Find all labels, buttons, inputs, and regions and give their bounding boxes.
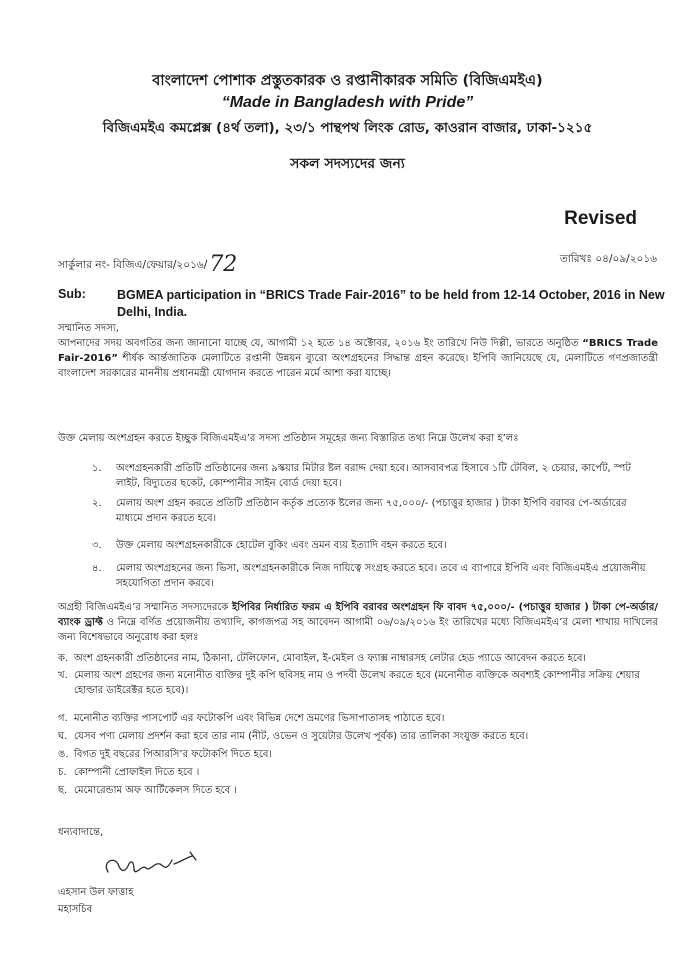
closing-thanks: ধন্যবাদান্তে, xyxy=(58,827,104,838)
requirement-number: চ. xyxy=(58,767,67,778)
requirement-text: কোম্পানী প্রোফাইল দিতে হবে । xyxy=(74,767,200,778)
salutation: সম্মানিত সদস্য, xyxy=(58,323,119,334)
application-text-1: অগ্রহী বিজিএমইএ’র সম্মানিত সদস্যদেরকে xyxy=(58,602,233,613)
circular-number xyxy=(58,252,237,277)
audience-heading: সকল সদস্যদের জন্য xyxy=(290,156,405,172)
handwritten-circular-number: 72 xyxy=(209,252,238,277)
requirement-number: ঙ. xyxy=(58,749,69,760)
detail-item-number: ২. xyxy=(92,498,102,509)
circular-date: তারিখঃ ০৪/০৯/২০১৬ xyxy=(559,253,657,265)
circular-number-label: সার্কুলার নং- বিজিএ/ফেয়ার/২০১৬/ xyxy=(58,259,208,271)
requirement-text: মনোনীত ব্যক্তির পাসপোর্ট এর ফটোকপি এবং বিভিন্ন দেশে ভ্রমণের ভিসাপাতাসহ পাঠাতে হবে। xyxy=(74,713,445,724)
requirement-number: ঘ. xyxy=(58,731,68,742)
subject-label: Sub: xyxy=(58,287,86,301)
detail-item-number: ৪. xyxy=(92,563,102,574)
requirement-number: গ. xyxy=(58,713,68,724)
detail-item-text: মেলায় অংশগ্রহনের জন্য ভিসা, অংশগ্রহনকারীকে নিজ দায়িত্বে সংগ্রহ করতে হবে। তবে এ ব্যাপারে ইপিবি এবং বিজিএমইএ প্রয়োজনীয় সহযোগিতা প্রদান করবে। xyxy=(116,563,646,589)
signer-name: এহসান উল ফাত্তাহ xyxy=(58,887,134,898)
signer-title: মহাসচিব xyxy=(58,904,93,915)
revised-label: Revised xyxy=(564,208,637,229)
organization-name: বাংলাদেশ পোশাক প্রস্তুতকারক ও রপ্তানীকারক সমিতি (বিজিএমইএ) xyxy=(152,73,543,89)
requirement-text: বিগত দুই বছরের পিআরসি’র ফটোকপি দিতে হবে। xyxy=(74,749,272,760)
requirement-text: যেসব পণ্য মেলায় প্রদর্শন করা হবে তার নাম (নীট, ওভেন ও সুয়েটার উলেখ পূর্বক) তার তালিকা সংযুক্ত করতে হবে। xyxy=(74,731,529,742)
application-paragraph xyxy=(58,600,658,645)
subject-text: BGMEA participation in “BRICS Trade Fair-2016” to be held from 12-14 October, 2016 in New Delhi, India. xyxy=(117,288,665,319)
tagline: “Made in Bangladesh with Pride” xyxy=(221,94,474,111)
detail-item-number: ৩. xyxy=(92,540,102,551)
details-intro-paragraph: উক্ত মেলায় অংশগ্রহন করতে ইচ্ছুক বিজিএমইএ’র সদস্য প্রতিষ্ঠান সমূহের জন্য বিস্তারিত তথ্য নিম্নে উলেখ করা হ’লঃ xyxy=(58,433,519,444)
fee-text: ইপিবির নির্ধারিত ফরম এ ইপিবি বরাবর অংশগ্রহন ফি বাবদ ৭৫,০০০/- (পচাত্তুর হাজার ) টাকা পে-অর্ডার/ব্যাংক ড্রাফ্ট xyxy=(58,602,658,628)
detail-item-text: অংশগ্রহনকারী প্রতিটি প্রতিষ্ঠানের জন্য ৯স্কয়ার মিটার ষ্টল বরাদ্দ দেয়া হবে। আসবাবপত্র হিসাবে ১টি টেবিল, ২ চেয়ার, কার্পেট, স্পট লাইট, বিদ্যুতের ছকেট, কোম্পানীর সাইন বোর্ড দেয়া হবে। xyxy=(116,463,631,489)
organization-address: বিজিএমইএ কমপ্লেক্স (৪র্থ তলা), ২৩/১ পান্থপথ লিংক রোড, কাওরান বাজার, ঢাকা-১২১৫ xyxy=(102,120,593,136)
fair-name: “BRICS Trade Fair-2016” xyxy=(58,338,658,364)
detail-item-number: ১. xyxy=(92,463,102,474)
requirement-number: ছ. xyxy=(58,785,68,796)
requirement-text: মেমোরেন্ডাম অফ আর্টিকেলস দিতে হবে । xyxy=(74,785,237,796)
intro-text-2: শীর্ষক আর্ন্তজাতিক মেলাটিতে রপ্তানী উন্নয়ন ব্যুরো অংশগ্রহনের সিদ্ধান্ত গ্রহন করেছে। ইপিবি জানিয়েছে যে, মেলাটিতে গণপ্রজাতন্ত্রী বাংলাদেশ সরকারের মাননীয় প্রধানমন্ত্রী যোগদান করতে পারেন মর্মে আশা করা যাচ্ছে। xyxy=(58,353,658,379)
requirement-number: ক. xyxy=(58,653,69,664)
requirement-text: মেলায় অংশ গ্রহণের জন্য মনোনীত ব্যক্তির দুই কপি ছবিসহ নাম ও পদবী উলেখ করতে হবে (মনোনীত ব্যক্তিকে অবশ্যই কোম্পানীর সক্রিয় শেয়ার হোল্ডার ডাইরেক্টর হতে হবে)। xyxy=(74,670,640,696)
application-text-2: ও নিম্নে বর্ণিত প্রয়োজনীয় তথ্যাদি, কাগজপত্র সহ আবেদন আগামী ০৬/০৯/২০১৬ ইং তারিখের মধ্যে বিজিএমইএ’র মেলা শাখায় দাখিলের জন্য বিশেষভাবে অনুরোধ করা হলঃ xyxy=(58,617,658,643)
detail-item-text: মেলায় অংশ গ্রহন করতে প্রতিটি প্রতিষ্ঠান কর্তৃক প্রত্যেক ষ্টলের জন্য ৭৫,০০০/- (পচাত্তুর হাজার ) টাকা ইপিবি বরাবর পে-অর্ডারের মাধ্যমে প্রদান করতে হবে। xyxy=(116,498,627,524)
requirement-text: অংশ গ্রহনকারী প্রতিষ্ঠানের নাম, ঠিকানা, টেলিফোন, মোবাইল, ই-মেইল ও ফ্যাক্স নাম্বারসহ লেটার হেড প্যাডে আবেদন করতে হবে। xyxy=(74,653,586,664)
intro-paragraph xyxy=(58,336,658,381)
intro-text-1: আপনাদের সদয় অবগতির জন্য জানানো যাচ্ছে যে, আগামী ১২ হতে ১৪ অক্টোবর, ২০১৬ ইং তারিখে নিউ দিল্লী, ভারতে অনুষ্ঠিত xyxy=(58,338,583,349)
handwritten-signature xyxy=(100,846,210,886)
requirement-number: খ. xyxy=(58,670,68,681)
detail-item-text: উক্ত মেলায় অংশগ্রহনকারীকে হোটেল বুকিং এবং ভ্রমন ব্যয় ইত্যাদি বহন করতে হবে। xyxy=(116,540,447,551)
